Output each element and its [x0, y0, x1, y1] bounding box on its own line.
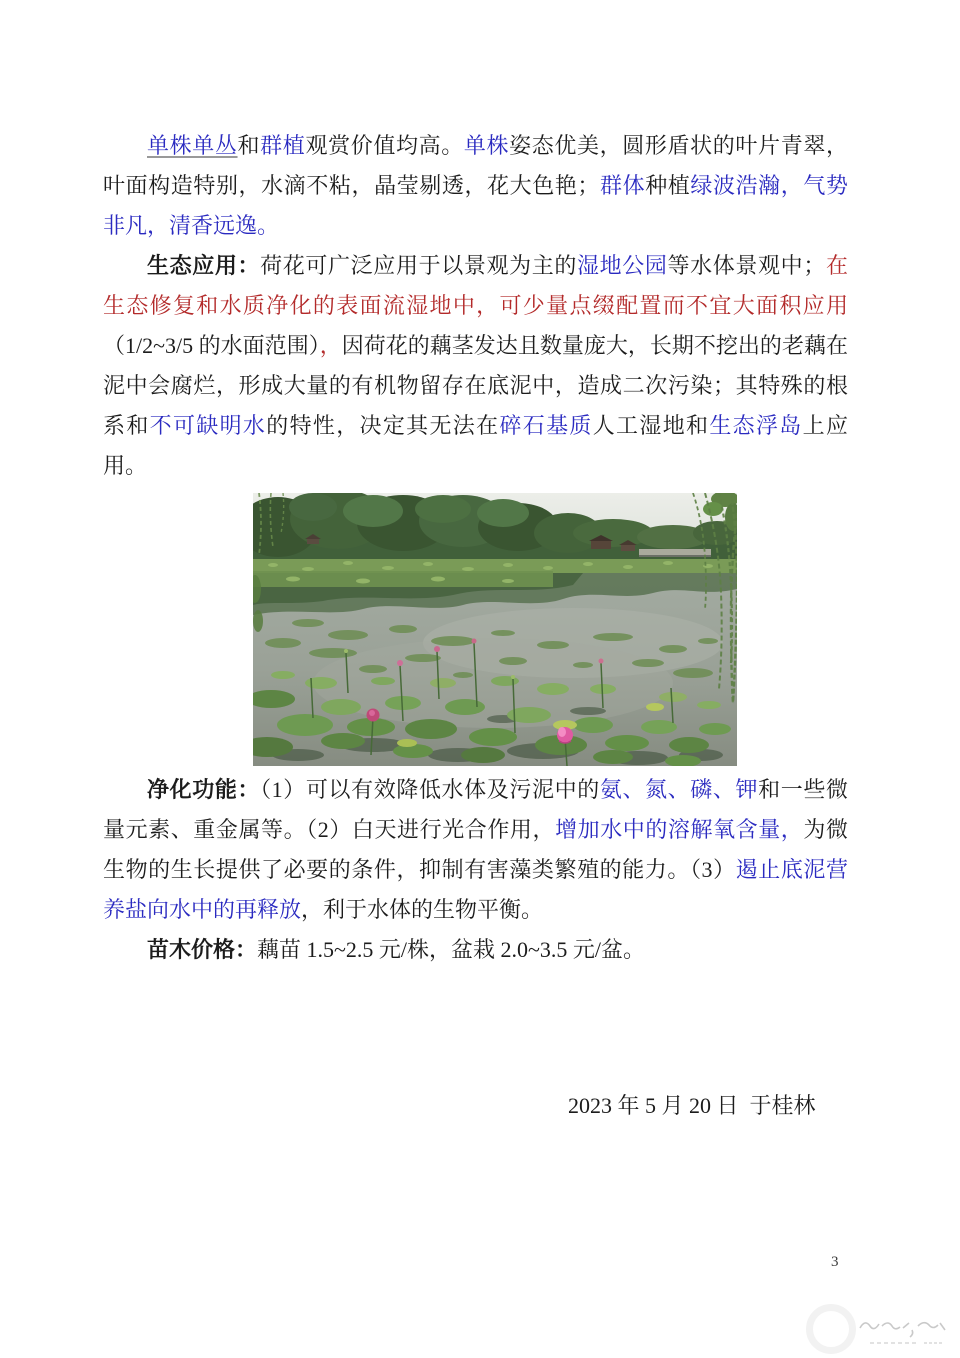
text-run: 的特性，决定其无法在	[266, 413, 500, 438]
text-run: 观赏价值均高。	[305, 133, 464, 158]
lotus-pond-photo	[253, 493, 737, 766]
watermark-signature	[858, 1316, 950, 1352]
text-run: 姿态优美，圆形盾状的叶片青翠，叶面构造特别，水滴不粘，晶莹剔透，花大色艳；	[103, 133, 848, 198]
text-run: 绿波浩瀚，气势非凡，清香远逸。	[103, 173, 848, 238]
text-run: 和一些微量元素、重金属等。（2）白天进行光合作用，	[103, 777, 848, 842]
text-run: 人工湿地和	[592, 413, 710, 438]
text-run: 单株	[463, 133, 510, 158]
paragraph-seedling-price	[103, 930, 848, 970]
text-run: 碎石基质	[499, 413, 593, 438]
run-heading: 净化功能：	[147, 777, 261, 802]
text-run: 等水体景观中；	[667, 253, 826, 278]
text-run: ，	[319, 333, 342, 358]
text-run: 藕苗 1.5~2.5 元/株，盆栽 2.0~3.5 元/盆。	[257, 937, 646, 962]
text-run: 湿地公园	[577, 253, 668, 278]
text-run: 氨、氮、磷、钾	[599, 777, 759, 802]
run-heading: 苗木价格：	[147, 937, 258, 962]
paragraph-ornamental-value	[103, 126, 848, 246]
text-run: 为微生物的生长提供了必要的条件，抑制有害藻类繁殖的能力。（3）	[103, 817, 848, 882]
text-run: 群植	[260, 133, 306, 158]
text-run: 上应用。	[103, 413, 848, 478]
text-run: 遏止底泥营养盐向水中的再释放	[103, 857, 848, 922]
text-run: ，利于水体的生物平衡。	[301, 897, 544, 922]
text-run: （1）可以有效降低水体及污泥中的	[260, 777, 600, 802]
text-run: 和	[237, 133, 261, 158]
text-run: 增加水中的溶解氧含量，	[555, 817, 804, 842]
text-run: 因荷花的藕茎发达且数量庞大，长期不挖出的老藕在泥中会腐烂，形成大量的有机物留存在底泥中，造成二次污染；其特殊的根系和	[103, 333, 848, 438]
text-run: 群体	[599, 173, 646, 198]
text-run: 生态浮岛	[709, 413, 803, 438]
text-run: 种植	[645, 173, 691, 198]
page-number: 3	[831, 1254, 839, 1270]
watermark-circle	[806, 1304, 856, 1354]
paragraph-ecological-application	[103, 246, 848, 486]
text-run: 荷花可广泛应用于以景观为主的	[260, 253, 577, 278]
document-body	[103, 126, 848, 1126]
run-heading: 生态应用：	[147, 253, 261, 278]
paragraph-purification-function	[103, 770, 848, 930]
date-line: 2023 年 5 月 20 日 于桂林	[568, 1093, 816, 1118]
text-run: 不可缺明水	[149, 413, 267, 438]
text-run: （1/2~3/5 的水面范围）	[103, 333, 320, 358]
text-run: 单株单丛	[147, 133, 238, 158]
text-run: 在生态修复和水质净化的表面流湿地中，可少量点缀配置而不宜大面积应用	[103, 253, 848, 318]
lotus-pond-illustration	[253, 493, 737, 766]
